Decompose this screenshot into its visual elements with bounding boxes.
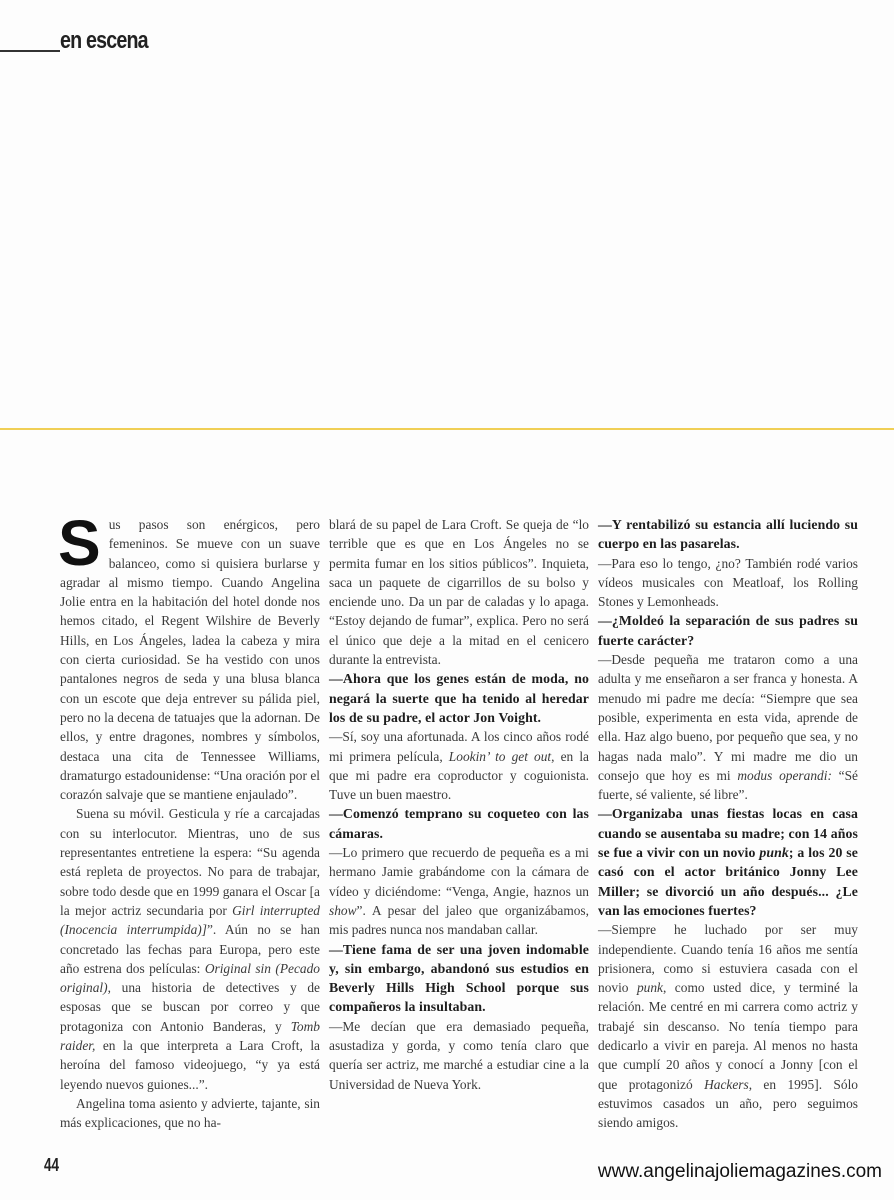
italic-title: Original sin (Pecado original) — [60, 960, 320, 996]
text-run: ”. A pesar del jaleo que organizábamos, mis padres nunca nos mandaban callar. — [329, 902, 589, 938]
article-column-2 — [329, 515, 589, 1094]
interview-question — [598, 804, 858, 920]
text-run: ; a los 20 se casó con el actor británico Jonny Lee Miller; se divorció un año después... ¿Le van las emociones fuertes? — [598, 845, 859, 918]
interview-answer — [329, 727, 589, 804]
interview-answer — [598, 650, 858, 804]
drop-cap: S — [58, 507, 101, 579]
italic-title: show — [329, 902, 357, 918]
text-run: —Organizaba unas fiestas locas en casa cuando se ausentaba su madre; con 14 años se fue a vivir con un novio — [598, 806, 858, 861]
body-paragraph: blará de su papel de Lara Croft. Se queja de “lo terrible que es que en Los Ángeles no se permita fumar en los sitios públicos”. Inquieta, saca un paquete de cigarrillos de su bolso y enciende uno. Da un par de caladas y lo apaga. “Estoy dejando de fumar”, explica. Pero no será el único que deje a la mitad en el cenicero durante la entrevista. — [329, 517, 589, 668]
italic-title: modus operandi: — [737, 767, 832, 783]
italic-title: Lookin’ to get out — [448, 748, 552, 764]
italic-title: punk — [636, 980, 663, 996]
photo-area-divider — [0, 428, 894, 430]
article-column-3 — [598, 515, 858, 1133]
interview-question: —¿Moldeó la separación de sus padres su fuerte carácter? — [598, 613, 858, 648]
text-run: , en 1995]. Sólo estuvimos casados un año, pero seguimos siendo amigos. — [598, 1076, 858, 1131]
italic-title: Tomb raider, — [60, 1018, 320, 1054]
text-run: —Siempre he luchado por ser muy independiente. Cuando tenía 16 años me sentía prisionera, como si estuviera casada con el novio — [598, 922, 858, 996]
text-run: —Sí, soy una afortunada. A los cinco años rodé mi primera película, — [329, 729, 589, 764]
page-number: 44 — [44, 1155, 60, 1175]
article-column-1 — [58, 507, 320, 1133]
interview-answer — [598, 920, 858, 1132]
text-run: , en la que mi padre era coproductor y coguionista. Tuve un buen maestro. — [329, 748, 589, 803]
text-run: us pasos son enérgicos, pero femeninos. Se mueve con un suave balanceo, como si quisiera burlarse y agradar al mismo tiempo. Cuando Angelina Jolie entra en la habitación del hotel donde nos hemos citado, el Regent Wilshire de Beverly Hills, en Los Ángeles, ladea la cabeza y mira con cierta curiosidad. Se ha vestido con unos pantalones negros de seda y una blusa blanca con un escote que deja entrever su pálida piel, pero no la decena de tatuajes que la adornan. De ellos, y entre dragones, nombres y símbolos, destaca una cita de Tennessee Williams, dramaturgo estadounidense: “Una oración por el corazón salvaje que se mantiene enjaulado”. — [60, 517, 320, 803]
body-paragraph — [60, 804, 320, 1093]
text-run: “Sé fuerte, sé valiente, sé libre”. — [598, 767, 858, 803]
section-header-rule — [0, 50, 60, 52]
interview-question: —Comenzó temprano su coqueteo con las cámaras. — [329, 806, 589, 841]
text-run: Suena su móvil. Gesticula y ríe a carcajadas con su interlocutor. Mientras, uno de sus representantes entretiene la espera: “Su agenda está repleta de proyectos. No para de trabajar, sobre todo desde que en 1999 ganara el Oscar [a la mejor actriz secundaria por — [60, 806, 320, 918]
interview-answer — [329, 843, 589, 939]
text-run: ”. Aún no se han concretado las fechas para Europa, pero este año estrena dos películas: — [60, 922, 320, 976]
interview-answer: —Para eso lo tengo, ¿no? También rodé varios vídeos musicales con Meatloaf, los Rolling Stones y Lemonheads. — [598, 555, 858, 610]
interview-question: —Ahora que los genes están de moda, no negará la suerte que ha tenido al heredar los de su padre, el actor Jon Voight. — [329, 671, 589, 725]
interview-answer: —Me decían que era demasiado pequeña, asustadiza y gorda, y como tenía claro que quería ser actriz, me marché a estudiar cine a la Universidad de Nueva York. — [329, 1018, 589, 1092]
interview-question: —Tiene fama de ser una joven indomable y, sin embargo, abandonó sus estudios en Beverly Hills High School porque sus compañeros la insultaban. — [329, 941, 589, 1015]
text-run: —Lo primero que recuerdo de pequeña es a mi hermano Jamie grabándome con la cámara de vídeo y diciéndome: “Venga, Angie, haznos un — [329, 845, 589, 899]
text-run: —Desde pequeña me trataron como a una adulta y me enseñaron a ser franca y honesta. A menudo mi padre me decía: “Siempre que sea posible, experimenta en esta vida, aprende de ella. Haz algo bueno, por pequeño que sea, y no hagas nada malo”. Y mi madre me dio un consejo que hoy es mi — [598, 652, 858, 783]
italic-title: punk — [759, 845, 789, 861]
body-paragraph: Angelina toma asiento y advierte, tajante, sin más explicaciones, que no ha- — [60, 1095, 320, 1131]
text-run: , una historia de detectives y de esposas que se buscan por correo y que protagoniza con Antonio Banderas, y — [60, 980, 320, 1034]
text-run: , como usted dice, y terminé la relación. Me centré en mi carrera como actriz y trabajé sin descanso. No tenía tiempo para dedicarlo a vivir en pareja. Al menos no hasta que cumplí 20 años y conocí a Jonny [con el que protagonizó — [598, 980, 858, 1092]
section-title: en escena — [60, 27, 148, 54]
watermark-url: www.angelinajoliemagazines.com — [597, 1161, 882, 1182]
interview-question: —Y rentabilizó su estancia allí luciendo su cuerpo en las pasarelas. — [598, 517, 858, 552]
body-paragraph — [58, 507, 320, 804]
italic-title: Girl interrupted (Inocencia interrumpida)] — [60, 902, 320, 938]
italic-title: Hackers — [704, 1076, 749, 1092]
text-run: en la que interpreta a Lara Croft, la heroína del famoso videojuego, “y ya está leyendo nuevos guiones...”. — [60, 1038, 320, 1092]
